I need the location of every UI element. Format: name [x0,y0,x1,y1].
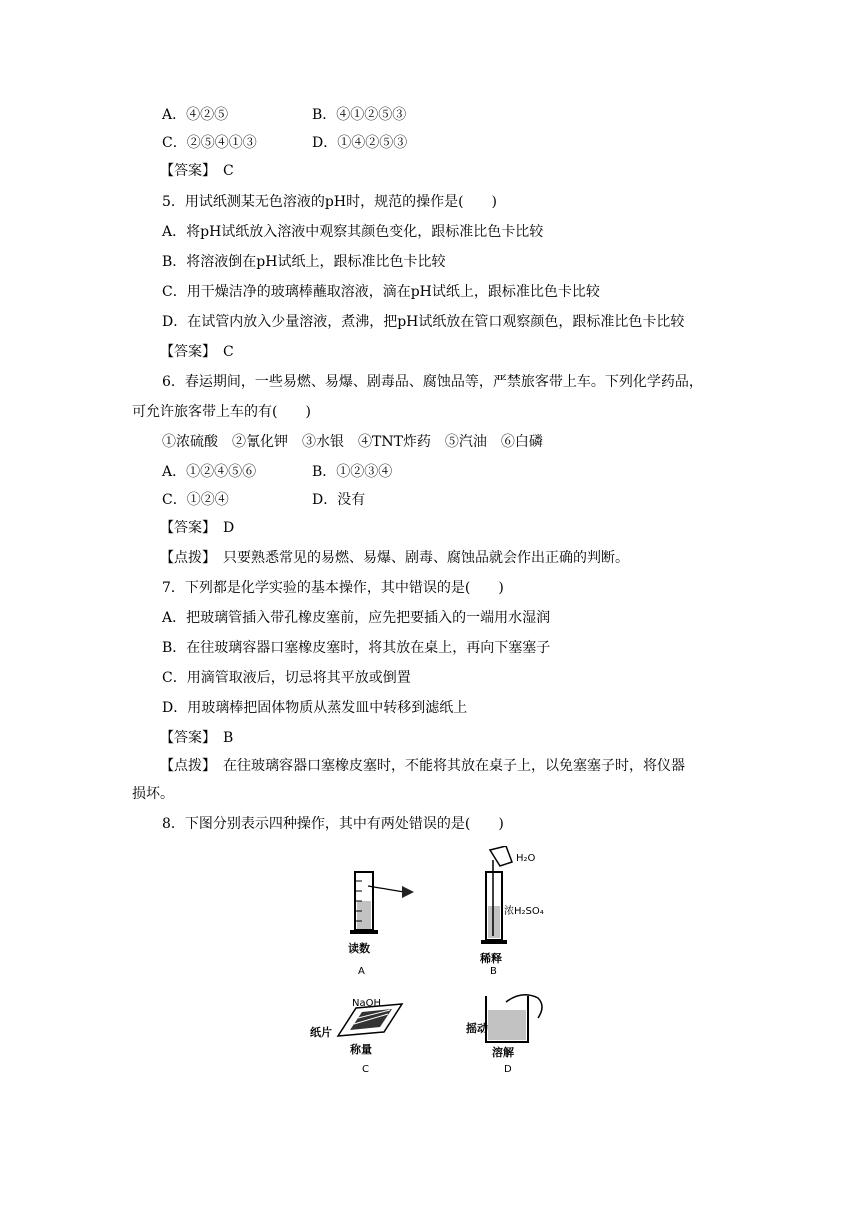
q5-answer: 【答案】 C [160,344,234,360]
q6-option-b: B．①②③④ [312,464,393,480]
q6-items: ①浓硫酸 ②氰化钾 ③水银 ④TNT炸药 ⑤汽油 ⑥白磷 [162,434,543,450]
q5-option-b: B．将溶液倒在pH试纸上，跟标准比色卡比较 [162,254,446,270]
panel-c-letter: C [362,1064,369,1075]
q4-option-a: A．④②⑤ [162,107,229,123]
panel-a-letter: A [358,966,365,977]
panel-c-caption: 称量 [350,1043,372,1056]
lab-operations-figure [310,846,570,1078]
panel-c-paper-label: 纸片 [310,1026,332,1039]
q5-option-d: D．在试管内放入少量溶液，煮沸，把pH试纸放在管口观察颜色，跟标准比色卡比较 [162,314,685,330]
panel-d-dissolving [466,995,542,1075]
q7-stem: 7．下列都是化学实验的基本操作，其中错误的是( ) [162,580,504,596]
panel-b-water-label: H₂O [516,853,536,864]
q7-hint-line1: 【点拨】 在往玻璃容器口塞橡皮塞时，不能将其放在桌子上，以免塞塞子时，将仪器 [160,758,685,774]
panel-d-caption: 溶解 [492,1046,514,1059]
q7-hint-line2: 损坏。 [132,786,174,802]
q7-option-c: C．用滴管取液后，切忌将其平放或倒置 [162,670,411,686]
q6-option-d: D．没有 [312,492,366,508]
q7-option-d: D．用玻璃棒把固体物质从蒸发皿中转移到滤纸上 [162,700,468,716]
q8-stem: 8．下图分别表示四种操作，其中有两处错误的是( ) [162,816,504,832]
panel-b-dilution [479,846,544,977]
panel-a-caption: 读数 [348,942,370,955]
q5-option-c: C．用干燥洁净的玻璃棒蘸取溶液，滴在pH试纸上，跟标准比色卡比较 [162,284,600,300]
eye-icon [402,886,414,898]
q4-option-b: B．④①②⑤③ [312,107,407,123]
q7-option-a: A．把玻璃管插入带孔橡皮塞前，应先把要插入的一端用水湿润 [162,610,551,626]
panel-d-letter: D [504,1064,512,1075]
panel-c-reagent-label: NaOH [352,998,381,1009]
panel-c-weighing [310,998,402,1075]
q5-stem: 5．用试纸测某无色溶液的pH时，规范的操作是( ) [162,194,498,210]
panel-b-acid-label: 浓H₂SO₄ [504,906,544,917]
q4-option-d: D．①④②⑤③ [312,135,408,151]
q6-hint: 【点拨】 只要熟悉常见的易燃、易爆、剧毒、腐蚀品就会作出正确的判断。 [160,550,629,566]
q7-answer: 【答案】 B [160,730,234,746]
q5-option-a: A．将pH试纸放入溶液中观察其颜色变化，跟标准比色卡比较 [162,224,544,240]
q6-stem-line1: 6．春运期间，一些易燃、易爆、剧毒品、腐蚀品等，严禁旅客带上车。下列化学药品， [162,374,703,390]
q6-option-a: A．①②④⑤⑥ [162,464,257,480]
q4-answer: 【答案】 C [160,163,234,179]
q6-stem-line2: 可允许旅客带上车的有( ) [132,404,311,420]
panel-a-reading [348,872,414,977]
q6-option-c: C．①②④ [162,492,229,508]
q4-option-c: C．②⑤④①③ [162,135,257,151]
q7-option-b: B．在往玻璃容器口塞橡皮塞时，将其放在桌上，再向下塞塞子 [162,640,551,656]
panel-b-letter: B [490,966,497,977]
panel-b-caption: 稀释 [480,952,502,965]
q6-answer: 【答案】 D [160,520,235,536]
panel-d-shake-label: 摇动 [466,1022,488,1035]
